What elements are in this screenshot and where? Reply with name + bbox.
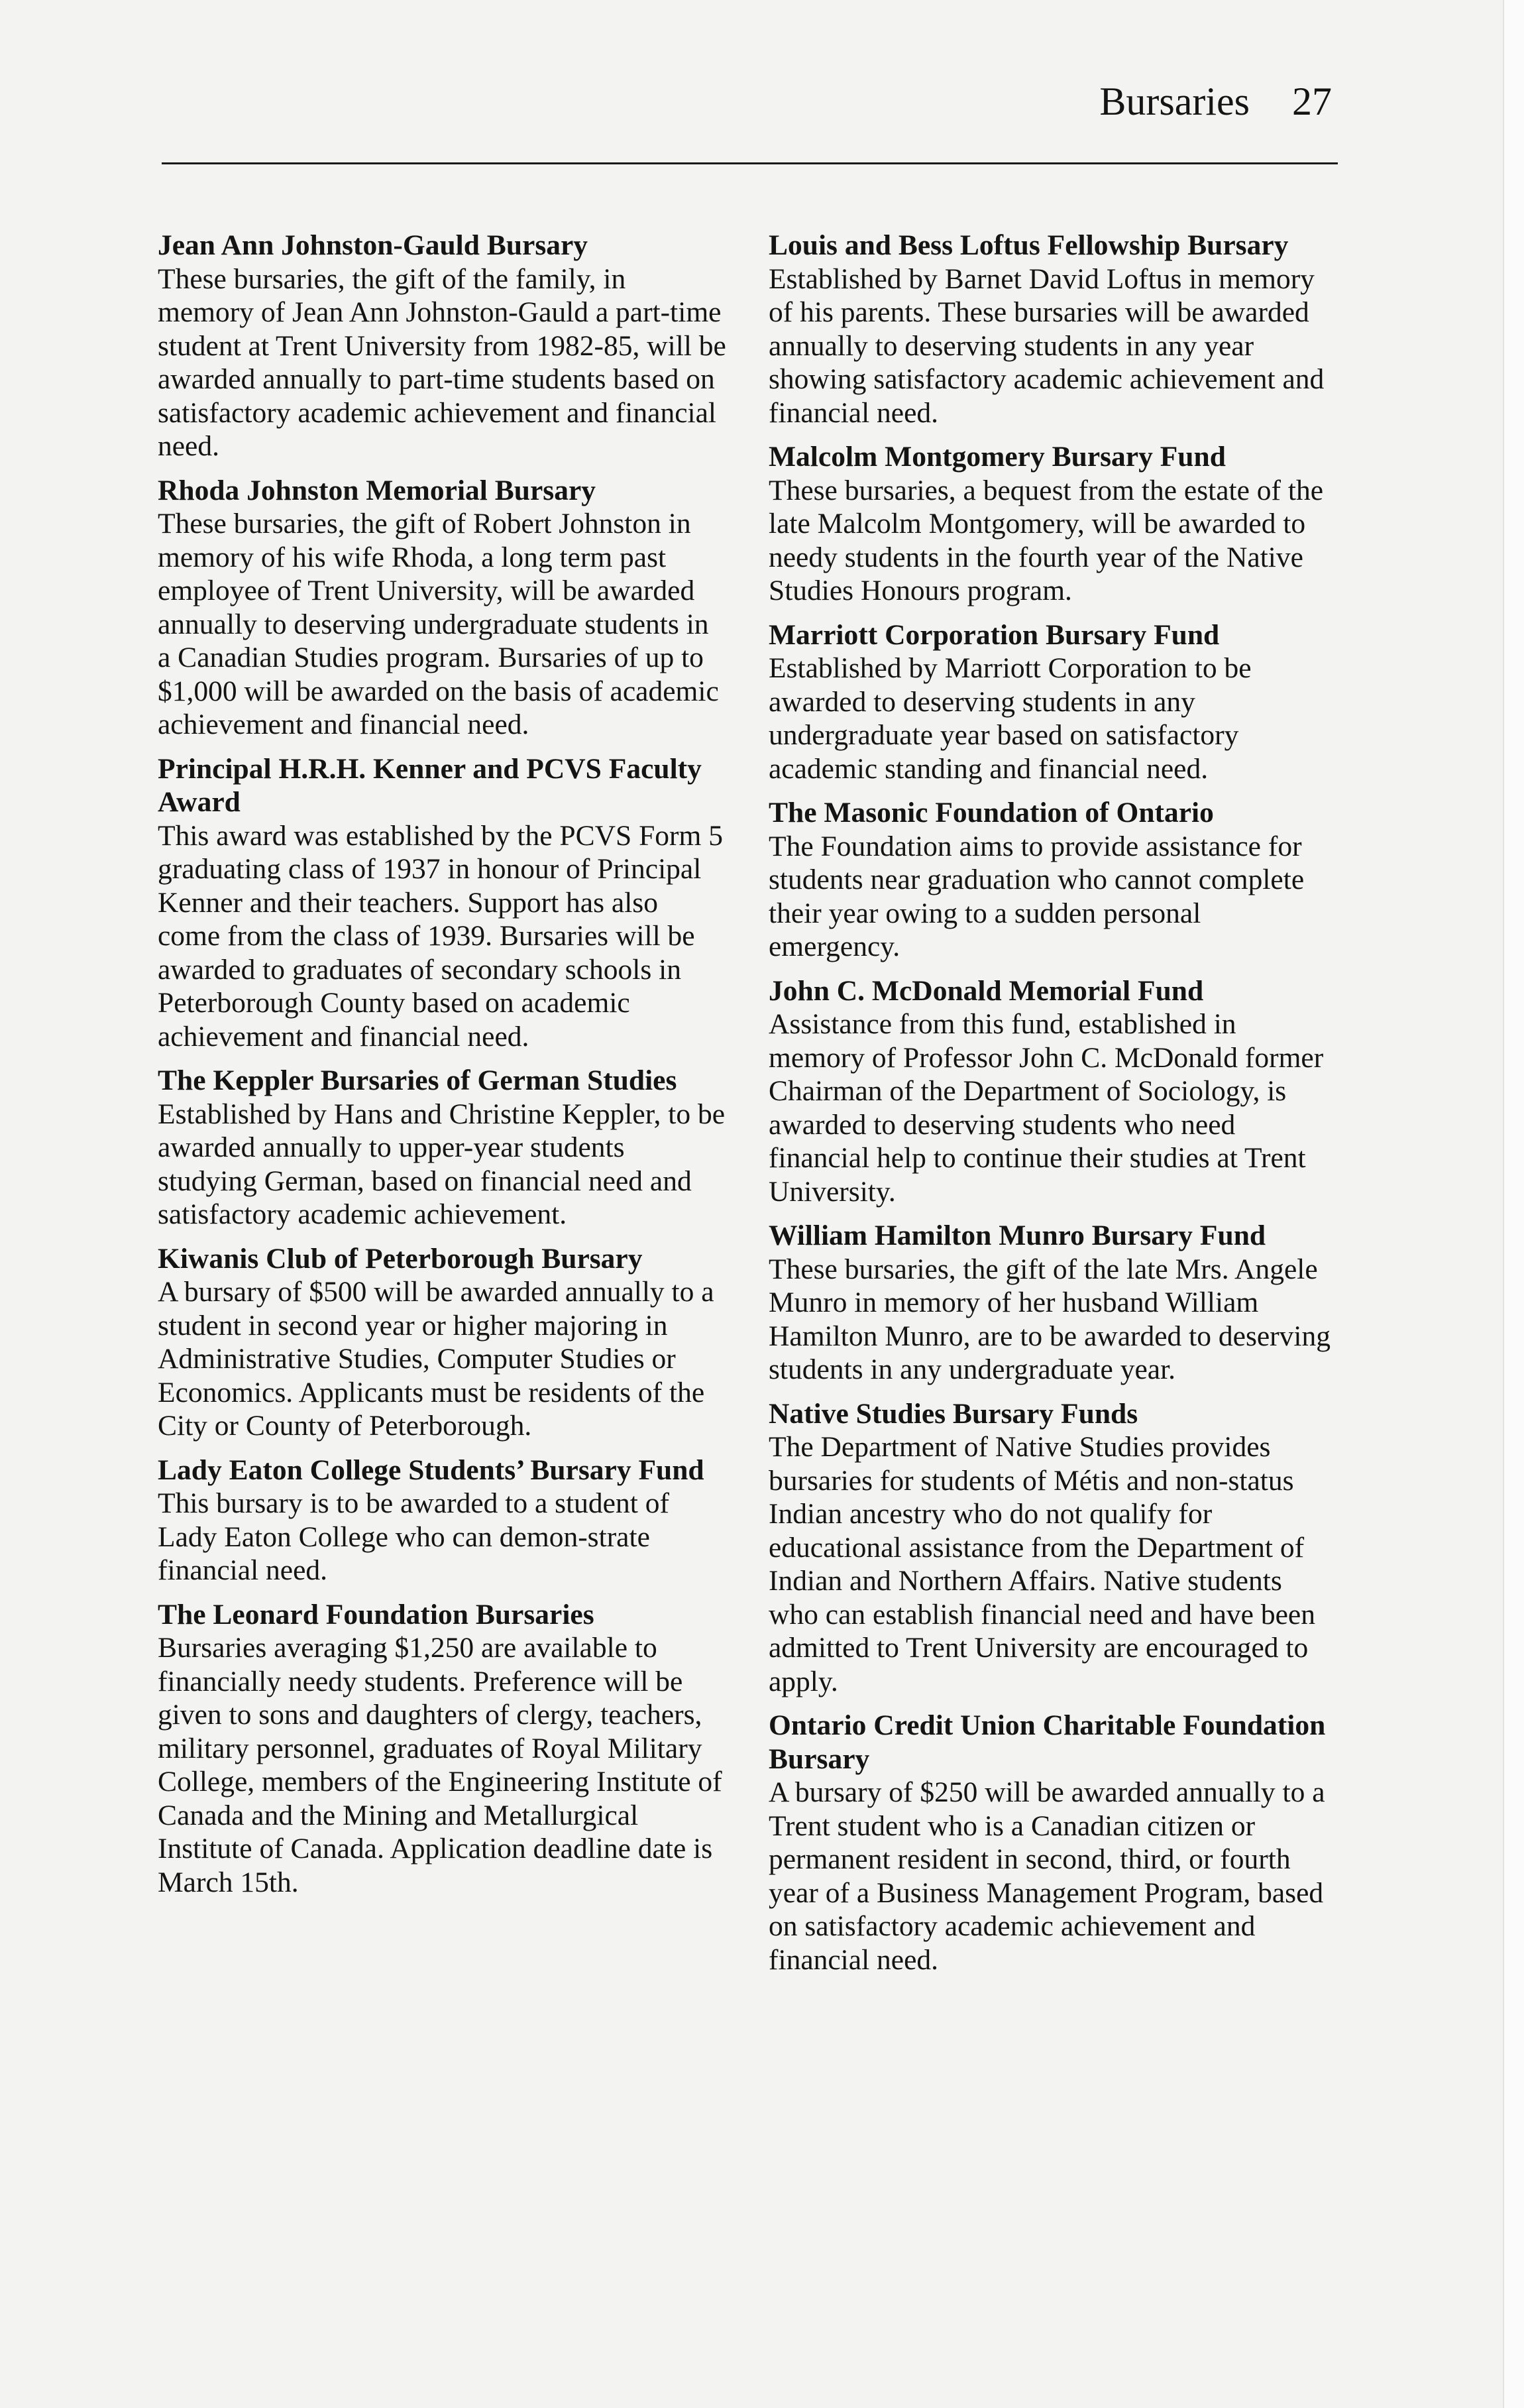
bursary-entry <box>769 440 1338 608</box>
entry-title: Jean Ann Johnston-Gauld Bursary <box>158 229 588 261</box>
right-column <box>769 229 1338 1987</box>
header-rule <box>162 162 1338 164</box>
entry-body: These bursaries, the gift of the family, in memory of Jean Ann Johnston-Gauld a part-time student at Trent University from 1982-85, will be awarded annually to part-time students based on satisfactory academic achievement and financial need. <box>158 262 726 462</box>
bursary-entry <box>158 474 728 742</box>
entry-title: Marriott Corporation Bursary Fund <box>769 618 1220 651</box>
entry-title: Malcolm Montgomery Bursary Fund <box>769 441 1226 473</box>
entry-body: Established by Hans and Christine Keppler, to be awarded annually to upper-year students studying German, based on financial need and satisfactory academic achievement. <box>158 1098 726 1230</box>
bursary-entry <box>158 229 728 463</box>
entry-body: A bursary of $500 will be awarded annually to a student in second year or higher majoring in Administrative Studies, Computer Studies or Economics. Applicants must be residents of the City or County of Peterborough. <box>158 1276 714 1442</box>
entry-title: Principal H.R.H. Kenner and PCVS Faculty Award <box>158 752 702 818</box>
entry-body: Bursaries averaging $1,250 are available to financially needy students. Preference will be given to sons and daughters of clergy, teachers, military personnel, graduates of Royal Military College, members of the Engineering Institute of Canada and the Mining and Metallurgical Institute of Canada. Application deadline date is March 15th. <box>158 1632 722 1898</box>
bursary-entry <box>158 752 728 1054</box>
entry-body: This award was established by the PCVS Form 5 graduating class of 1937 in honour of Principal Kenner and their teachers. Support has also come from the class of 1939. Bursaries will be awarded to graduates of secondary schools in Peterborough County based on academic achievement and financial need. <box>158 819 724 1053</box>
entry-title: Rhoda Johnston Memorial Bursary <box>158 474 596 506</box>
entry-body: This bursary is to be awarded to a student of Lady Eaton College who can demon-strate financial need. <box>158 1487 669 1586</box>
bursary-entry <box>158 1242 728 1443</box>
entry-body: Established by Barnet David Loftus in memory of his parents. These bursaries will be awarded annually to deserving students in any year showing satisfactory academic achievement and financial need. <box>769 262 1325 429</box>
entry-title: Kiwanis Club of Peterborough Bursary <box>158 1242 643 1275</box>
entry-title: The Masonic Foundation of Ontario <box>769 797 1214 829</box>
running-header <box>1099 78 1332 125</box>
bursary-entry <box>769 974 1338 1209</box>
entry-body: A bursary of $250 will be awarded annually to a Trent student who is a Canadian citizen or permanent resident in second, third, or fourth year of a Business Management Program, based on satisfactory academic achievement and financial need. <box>769 1776 1325 1976</box>
entry-body: The Foundation aims to provide assistance for students near graduation who cannot complete their year owing to a sudden personal emergency. <box>769 830 1305 962</box>
bursary-entry <box>769 796 1338 964</box>
entry-title: John C. McDonald Memorial Fund <box>769 974 1204 1007</box>
bursary-entry <box>158 1454 728 1587</box>
entry-body: These bursaries, the gift of Robert Johnston in memory of his wife Rhoda, a long term past employee of Trent University, will be awarded annually to deserving undergraduate students in a Canadian Studies program. Bursaries of up to $1,000 will be awarded on the basis of academic achievement and financial need. <box>158 508 719 740</box>
entry-title: Ontario Credit Union Charitable Foundation Bursary <box>769 1709 1326 1775</box>
entry-title: William Hamilton Munro Bursary Fund <box>769 1220 1266 1251</box>
entry-title: The Keppler Bursaries of German Studies <box>158 1064 677 1096</box>
bursary-entry <box>158 1598 728 1900</box>
entry-body: Assistance from this fund, established in memory of Professor John C. McDonald former Chairman of the Department of Sociology, is awarded to deserving students who need financial help to continue their studies at Trent University. <box>769 1008 1324 1208</box>
page-edge <box>1503 0 1524 2408</box>
page-number: 27 <box>1292 80 1332 123</box>
left-column <box>158 229 728 1910</box>
bursary-entry <box>769 1397 1338 1699</box>
entry-title: Native Studies Bursary Funds <box>769 1397 1138 1430</box>
entry-body: The Department of Native Studies provides bursaries for students of Métis and non-status Indian ancestry who do not qualify for educational assistance from the Department of Indian and Northern Affairs. Native students who can establish financial need and have been admitted to Trent University are encouraged to apply. <box>769 1431 1315 1697</box>
entry-title: Louis and Bess Loftus Fellowship Bursary <box>769 229 1289 261</box>
bursary-entry <box>158 1064 728 1232</box>
entry-body: Established by Marriott Corporation to be awarded to deserving students in any undergraduate year based on satisfactory academic standing and financial need. <box>769 652 1252 785</box>
bursary-entry <box>769 229 1338 430</box>
entry-body: These bursaries, the gift of the late Mrs. Angele Munro in memory of her husband William Hamilton Munro, are to be awarded to deserving students in any undergraduate year. <box>769 1253 1331 1385</box>
section-title: Bursaries <box>1099 80 1250 123</box>
bursary-entry <box>769 1219 1338 1387</box>
entry-title: Lady Eaton College Students’ Bursary Fund <box>158 1454 704 1486</box>
bursary-entry <box>769 1709 1338 1977</box>
entry-title: The Leonard Foundation Bursaries <box>158 1598 594 1631</box>
bursary-entry <box>769 618 1338 786</box>
entry-body: These bursaries, a bequest from the estate of the late Malcolm Montgomery, will be awarded to needy students in the fourth year of the Native Studies Honours program. <box>769 474 1324 606</box>
